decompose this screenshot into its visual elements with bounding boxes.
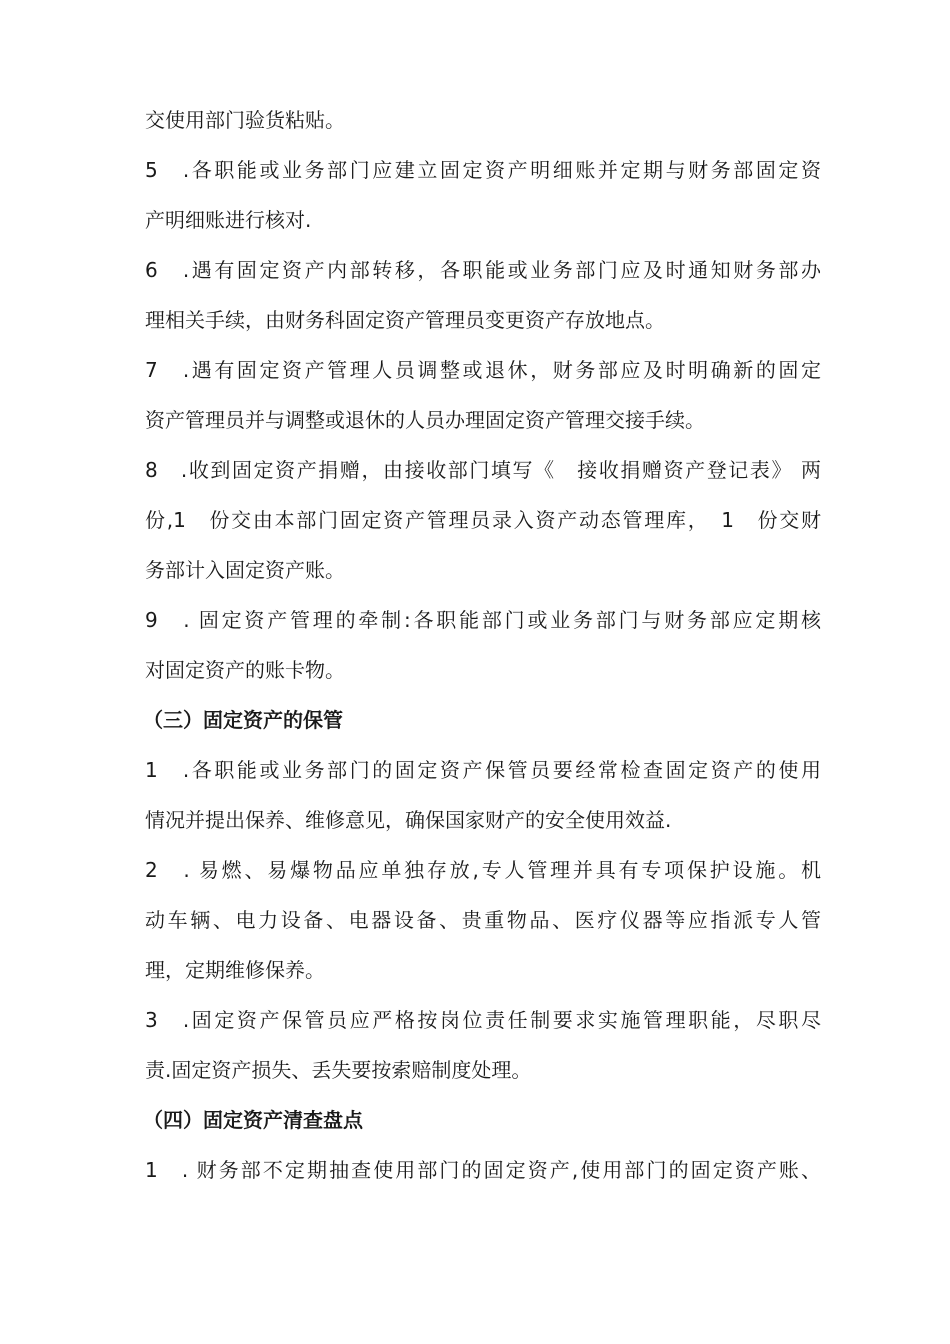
text-line: 产明细账进行核对.	[145, 208, 312, 232]
text-line: 份,1 份交由本部门固定资产管理员录入资产动态管理库， 1 份交财	[145, 508, 821, 532]
text-line: 理，定期维修保养。	[145, 958, 325, 982]
text-line: 5 .各职能或业务部门应建立固定资产明细账并定期与财务部固定资	[145, 158, 821, 182]
text-line: 1 . 财务部不定期抽查使用部门的固定资产,使用部门的固定资产账、	[145, 1158, 821, 1182]
text-line: 9 . 固定资产管理的牵制:各职能部门或业务部门与财务部应定期核	[145, 608, 821, 632]
text-line: 动车辆、电力设备、电器设备、贵重物品、医疗仪器等应指派专人管	[145, 908, 821, 932]
text-line: 情况并提出保养、维修意见，确保国家财产的安全使用效益.	[145, 808, 672, 832]
text-line: 7 .遇有固定资产管理人员调整或退休，财务部应及时明确新的固定	[145, 358, 821, 382]
section-heading-safekeeping: （三）固定资产的保管	[143, 708, 343, 732]
text-line: 理相关手续，由财务科固定资产管理员变更资产存放地点。	[145, 308, 665, 332]
text-line: 交使用部门验货粘贴。	[145, 108, 345, 132]
text-line: 资产管理员并与调整或退休的人员办理固定资产管理交接手续。	[145, 408, 705, 432]
text-line: 2 . 易燃、易爆物品应单独存放,专人管理并具有专项保护设施。机	[145, 858, 821, 882]
section-heading-inventory: （四）固定资产清查盘点	[143, 1108, 363, 1132]
text-line: 1 .各职能或业务部门的固定资产保管员要经常检查固定资产的使用	[145, 758, 821, 782]
text-line: 6 .遇有固定资产内部转移，各职能或业务部门应及时通知财务部办	[145, 258, 821, 282]
text-line: 对固定资产的账卡物。	[145, 658, 345, 682]
text-line: 责.固定资产损失、丢失要按索赔制度处理。	[145, 1058, 532, 1082]
document-body	[145, 95, 821, 1195]
text-line: 3 .固定资产保管员应严格按岗位责任制要求实施管理职能，尽职尽	[145, 1008, 821, 1032]
text-line: 务部计入固定资产账。	[145, 558, 345, 582]
text-line: 8 .收到固定资产捐赠，由接收部门填写《 接收捐赠资产登记表》 两	[145, 458, 821, 482]
